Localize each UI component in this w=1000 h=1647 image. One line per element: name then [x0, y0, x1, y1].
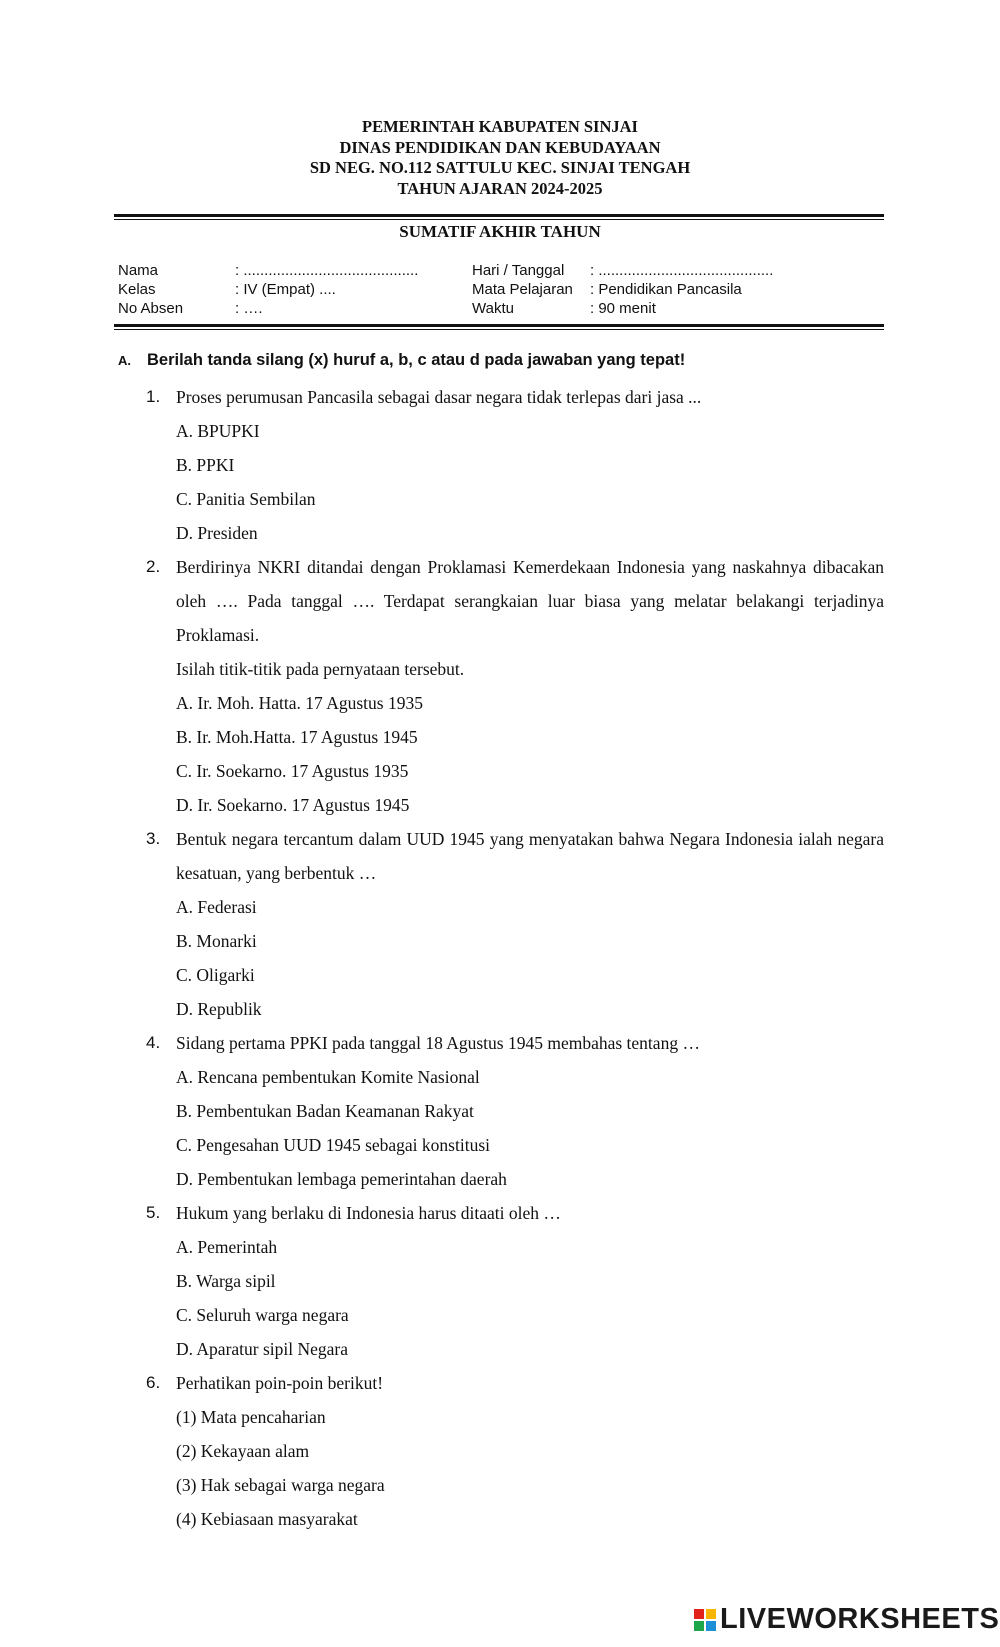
header-line-government: PEMERINTAH KABUPATEN SINJAI — [362, 117, 638, 136]
answer-option-d[interactable]: D. Ir. Soekarno. 17 Agustus 1945 — [176, 795, 410, 815]
time-value: : 90 menit — [590, 300, 656, 317]
instruction-text: Berilah tanda silang (x) huruf a, b, c atau d pada jawaban yang tepat! — [147, 351, 686, 369]
header-line-school: SD NEG. NO.112 SATTULU KEC. SINJAI TENGAH — [309, 158, 691, 177]
question-note: Isilah titik-titik pada pernyataan tersebut. — [176, 659, 465, 679]
answer-option-b[interactable]: B. Warga sipil — [176, 1271, 276, 1291]
statement-item-3: (3) Hak sebagai warga negara — [176, 1475, 385, 1495]
answer-option-d[interactable]: D. Republik — [176, 999, 262, 1019]
question-number: 2. — [146, 557, 161, 576]
answer-option-c[interactable]: C. Seluruh warga negara — [176, 1305, 349, 1325]
answer-option-a[interactable]: A. BPUPKI — [176, 421, 260, 441]
name-field[interactable]: : .......................................... — [235, 262, 419, 279]
subject-label: Mata Pelajaran — [472, 281, 573, 298]
liveworksheets-wordmark: LIVEWORKSHEETS — [720, 1603, 1000, 1635]
header-line-department: DINAS PENDIDIKAN DAN KEBUDAYAAN — [339, 137, 661, 157]
question-number: 6. — [146, 1373, 161, 1392]
question-3 — [146, 822, 884, 1026]
question-2 — [146, 550, 884, 822]
time-label: Waktu — [472, 300, 514, 317]
question-4 — [146, 1026, 884, 1196]
absence-number-label: No Absen — [118, 300, 184, 317]
absence-number-field[interactable]: : …. — [235, 300, 263, 317]
question-stem: Hukum yang berlaku di Indonesia harus ditaati oleh … — [176, 1203, 561, 1223]
liveworksheets-mark-icon — [694, 1609, 716, 1631]
answer-option-b[interactable]: B. Pembentukan Badan Keamanan Rakyat — [176, 1101, 474, 1121]
subject-value: : Pendidikan Pancasila — [590, 281, 742, 298]
class-value: : IV (Empat) .... — [235, 281, 336, 298]
answer-option-d[interactable]: D. Pembentukan lembaga pemerintahan daerah — [176, 1169, 507, 1189]
answer-option-b[interactable]: B. Ir. Moh.Hatta. 17 Agustus 1945 — [176, 727, 418, 747]
question-number: 4. — [146, 1033, 161, 1052]
answer-option-c[interactable]: C. Oligarki — [176, 965, 255, 985]
question-stem: Perhatikan poin-poin berikut! — [176, 1373, 384, 1393]
answer-option-d[interactable]: D. Aparatur sipil Negara — [176, 1339, 349, 1359]
statement-item-1: (1) Mata pencaharian — [176, 1407, 326, 1427]
answer-option-b[interactable]: B. PPKI — [176, 455, 235, 475]
date-label: Hari / Tanggal — [472, 262, 565, 279]
answer-option-a[interactable]: A. Ir. Moh. Hatta. 17 Agustus 1935 — [176, 693, 423, 713]
info-divider — [114, 324, 884, 330]
answer-option-c[interactable]: C. Ir. Soekarno. 17 Agustus 1935 — [176, 761, 409, 781]
question-1 — [146, 380, 884, 550]
question-6 — [146, 1366, 884, 1536]
header-line-academic-year: TAHUN AJARAN 2024-2025 — [397, 178, 603, 198]
liveworksheets-logo — [694, 1603, 999, 1636]
statement-item-4: (4) Kebiasaan masyarakat — [176, 1509, 358, 1529]
section-instruction — [118, 351, 685, 370]
question-stem: Proses perumusan Pancasila sebagai dasar negara tidak terlepas dari jasa ... — [176, 387, 702, 407]
answer-option-a[interactable]: A. Pemerintah — [176, 1237, 278, 1257]
exam-title: SUMATIF AKHIR TAHUN — [399, 222, 601, 241]
question-stem: Bentuk negara tercantum dalam UUD 1945 yang menyatakan bahwa Negara Indonesia ialah negara kesatuan, yang berbentuk … — [176, 829, 884, 883]
answer-option-a[interactable]: A. Federasi — [176, 897, 257, 917]
answer-option-a[interactable]: A. Rencana pembentukan Komite Nasional — [176, 1067, 480, 1087]
answer-option-c[interactable]: C. Panitia Sembilan — [176, 489, 316, 509]
header-divider — [114, 214, 884, 220]
date-field[interactable]: : .......................................... — [590, 262, 774, 279]
question-number: 1. — [146, 387, 161, 406]
answer-option-d[interactable]: D. Presiden — [176, 523, 258, 543]
question-stem: Sidang pertama PPKI pada tanggal 18 Agustus 1945 membahas tentang … — [176, 1033, 700, 1053]
question-stem: Berdirinya NKRI ditandai dengan Proklamasi Kemerdekaan Indonesia yang naskahnya dibacakan oleh …. Pada tanggal …. Terdapat serangkaian luar biasa yang melatar belakangi terjadinya Proklamasi. — [176, 557, 884, 645]
answer-option-c[interactable]: C. Pengesahan UUD 1945 sebagai konstitusi — [176, 1135, 490, 1155]
question-5 — [146, 1196, 884, 1366]
class-label: Kelas — [118, 281, 156, 298]
school-header — [0, 117, 1000, 199]
section-letter: A. — [118, 353, 131, 368]
statement-item-2: (2) Kekayaan alam — [176, 1441, 310, 1461]
question-number: 3. — [146, 829, 161, 848]
question-number: 5. — [146, 1203, 161, 1222]
answer-option-b[interactable]: B. Monarki — [176, 931, 257, 951]
name-label: Nama — [118, 262, 159, 279]
